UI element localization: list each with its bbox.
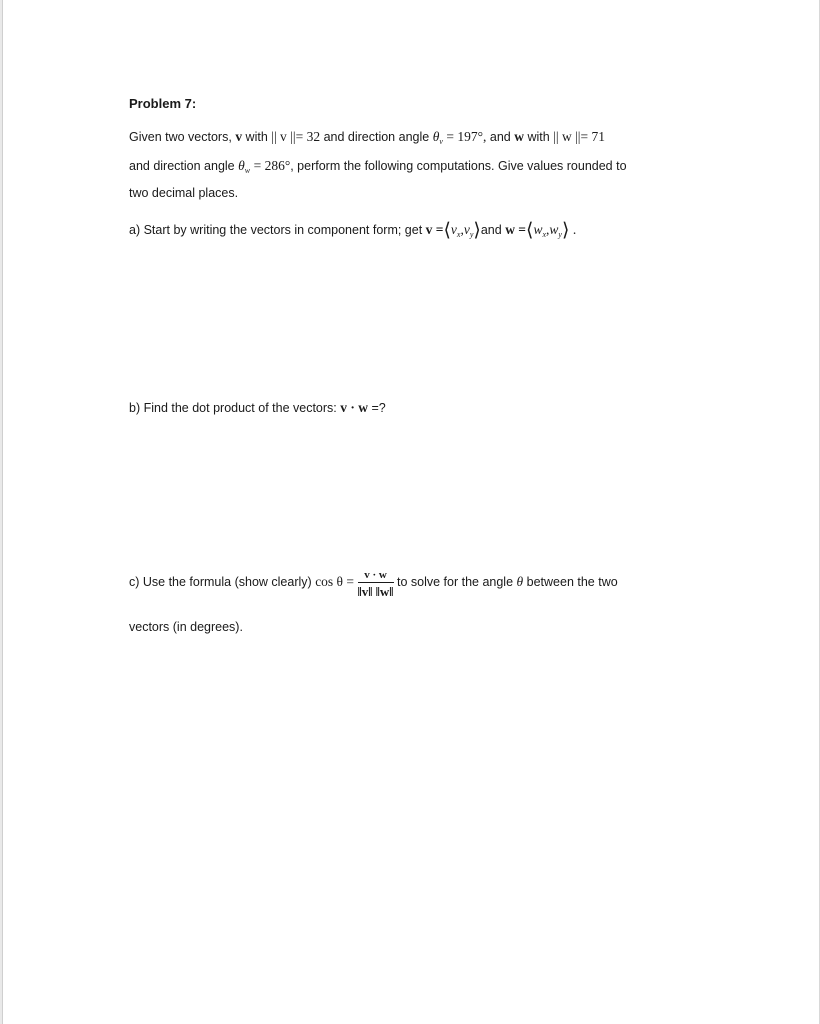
document-page <box>2 0 820 1024</box>
x-subscript: x <box>456 230 461 239</box>
part-c-line-2: vectors (in degrees). <box>129 620 243 634</box>
cosine-formula-fraction <box>358 569 394 600</box>
part-b-text: b) Find the dot product of the vectors: <box>129 401 337 415</box>
theta-subscript-w: w <box>244 166 251 175</box>
y-subscript: y <box>558 230 562 239</box>
intro-text: Given two vectors, <box>129 130 232 144</box>
left-angle-bracket: ⟨ <box>443 220 451 241</box>
v-equals: v = <box>425 222 444 237</box>
equals-question: =? <box>371 401 386 415</box>
part-b <box>129 400 386 416</box>
w-magnitude: || w ||= 71 <box>553 129 605 144</box>
y-subscript: y <box>469 230 474 239</box>
part-a-and: and <box>480 223 502 237</box>
w-angle: = 286° <box>253 158 291 173</box>
theta-symbol: θ <box>432 129 440 144</box>
intro-text: , perform the following computations. Give values rounded to <box>290 159 627 173</box>
vector-w: w <box>514 129 524 144</box>
period: . <box>572 222 577 237</box>
intro-text: with <box>245 130 268 144</box>
comma: , <box>460 222 464 237</box>
part-c-text-2: to solve for the angle <box>396 574 514 589</box>
vector-v: v <box>235 129 243 144</box>
intro-text: and <box>489 130 511 144</box>
v-y-component: v <box>463 222 470 237</box>
w-x-component: w <box>533 222 543 237</box>
v-magnitude: || v ||= 32 <box>271 129 321 144</box>
part-a <box>129 219 576 242</box>
w-y-component: w <box>549 222 559 237</box>
left-angle-bracket: ⟨ <box>526 220 534 241</box>
right-angle-bracket: ⟩ <box>561 220 570 241</box>
comma: , <box>546 222 550 237</box>
v-x-component: v <box>450 222 457 237</box>
intro-line-2 <box>129 158 627 175</box>
right-angle-bracket: ⟩ <box>473 220 481 241</box>
part-c-text-3: between the two <box>526 574 618 589</box>
x-subscript: x <box>542 230 547 239</box>
intro-text: with <box>527 130 550 144</box>
intro-text: and direction angle <box>129 159 235 173</box>
intro-text: and direction angle <box>323 130 430 144</box>
v-angle: = 197°, <box>446 129 487 144</box>
problem-title: Problem 7: <box>129 96 197 111</box>
cos-theta: cos θ = <box>315 573 355 589</box>
intro-line-1 <box>129 129 605 146</box>
intro-line-3: two decimal places. <box>129 186 239 200</box>
part-c-text: c) Use the formula (show clearly) <box>129 574 312 589</box>
dot-product-expression: v · w <box>340 400 369 415</box>
theta-symbol: θ <box>238 158 245 173</box>
theta-symbol: θ <box>516 573 524 589</box>
fraction-numerator: v · w <box>358 569 394 583</box>
part-c-line-1 <box>129 567 618 598</box>
w-equals: w = <box>505 222 527 237</box>
fraction-denominator: ‖v‖ ‖w‖ <box>357 584 394 599</box>
part-a-text: a) Start by writing the vectors in component form; get <box>129 223 423 237</box>
theta-subscript-v: v <box>439 137 443 146</box>
